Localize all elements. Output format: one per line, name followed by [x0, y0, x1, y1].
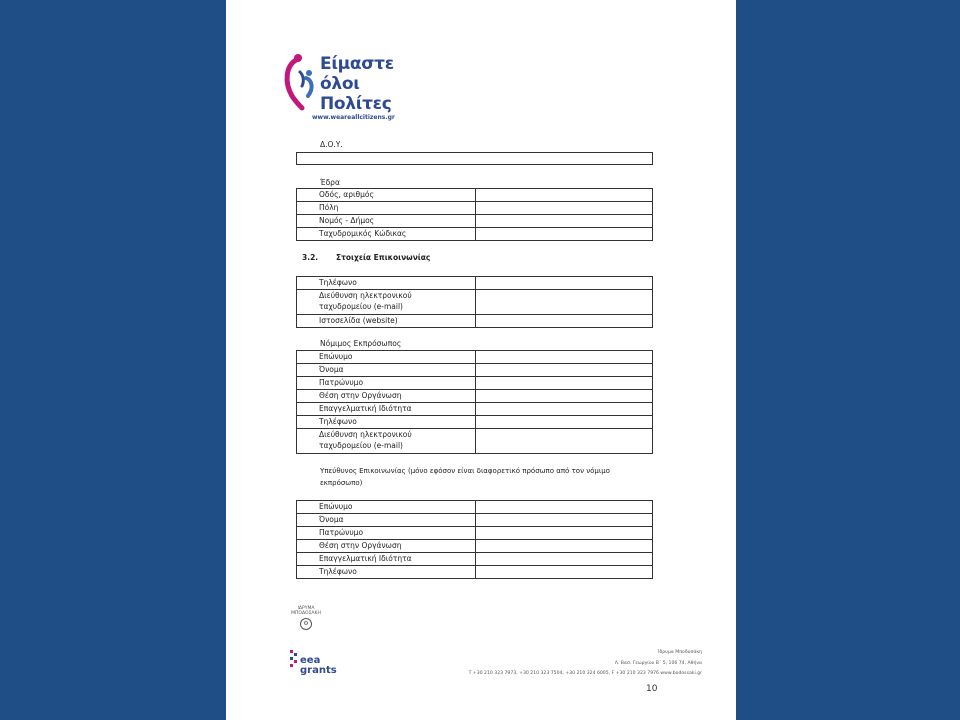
seat-label: Έδρα: [320, 178, 340, 187]
footer-address: Λ. Βασ. Γεωργίου Β΄ 5, 106 74, Αθήνα: [614, 661, 702, 666]
table-row: [297, 390, 653, 403]
table-row: [297, 540, 653, 553]
we-are-all-citizens-logo: [282, 50, 422, 130]
table-row: [297, 364, 653, 377]
table-row: [297, 416, 653, 429]
comm-patronymic-field[interactable]: [476, 527, 653, 540]
comm-name-field[interactable]: [476, 514, 653, 527]
table-row: [297, 514, 653, 527]
seat-prefecture-field[interactable]: [476, 215, 653, 228]
logo-line-1: Είμαστε: [320, 54, 394, 74]
comm-row-phone: Τηλέφωνο: [297, 566, 476, 579]
table-row: [297, 429, 653, 454]
table-row: [297, 403, 653, 416]
contact-phone-field[interactable]: [476, 277, 653, 290]
tax-office-field[interactable]: [296, 152, 653, 165]
table-row: [297, 315, 653, 328]
section-number: 3.2.: [302, 253, 319, 262]
table-row: [297, 351, 653, 364]
table-row: [297, 501, 653, 514]
people-figures-icon: [282, 52, 322, 112]
legal-rep-email-field[interactable]: [476, 429, 653, 454]
legal-rep-label: Νόμιμος Εκπρόσωπος: [320, 339, 402, 348]
table-row: [297, 215, 653, 228]
comm-row-name: Όνομα: [297, 514, 476, 527]
legal-rep-name-field[interactable]: [476, 364, 653, 377]
eea-grants-logo: [288, 648, 348, 688]
contact-email-field[interactable]: [476, 290, 653, 315]
foundation-emblem-icon: ⚙: [300, 618, 312, 630]
comm-surname-field[interactable]: [476, 501, 653, 514]
contact-row-email: Διεύθυνση ηλεκτρονικού ταχυδρομείου (e-mail): [297, 290, 476, 315]
seat-row-street: Οδός, αριθμός: [297, 189, 476, 202]
legal-rep-row-phone: Τηλέφωνο: [297, 416, 476, 429]
table-row: [297, 277, 653, 290]
table-row: [297, 566, 653, 579]
table-row: [297, 290, 653, 315]
eea-grants-icon: [288, 648, 300, 676]
table-row: [297, 527, 653, 540]
document-page: [226, 0, 736, 720]
logo-line-2: όλοι: [320, 74, 360, 94]
legal-rep-patronymic-field[interactable]: [476, 377, 653, 390]
logo-url: www.weareallcitizens.gr: [312, 114, 395, 121]
footer-org-name: Ίδρυμα Μποδοσάκη: [657, 650, 702, 655]
legal-rep-row-name: Όνομα: [297, 364, 476, 377]
legal-rep-surname-field[interactable]: [476, 351, 653, 364]
comm-row-patronymic: Πατρώνυμο: [297, 527, 476, 540]
comm-row-profession: Επαγγελματική Ιδιότητα: [297, 553, 476, 566]
tax-office-label: Δ.Ο.Υ.: [320, 140, 343, 149]
section-title: Στοιχεία Επικοινωνίας: [336, 253, 431, 262]
eea-line-1: eea: [300, 655, 321, 666]
comm-officer-note: Υπεύθυνος Επικοινωνίας (μόνο εφόσον είναι διαφορετικό πρόσωπο από τον νόμιμο εκπρόσωπο): [320, 467, 610, 487]
legal-rep-row-patronymic: Πατρώνυμο: [297, 377, 476, 390]
section-heading-contact: [302, 253, 430, 262]
seat-postcode-field[interactable]: [476, 228, 653, 241]
table-row: [297, 228, 653, 241]
comm-row-surname: Επώνυμο: [297, 501, 476, 514]
table-row: [297, 189, 653, 202]
table-row: [297, 202, 653, 215]
legal-rep-profession-field[interactable]: [476, 403, 653, 416]
contact-table: [296, 276, 653, 328]
seat-row-prefecture: Νομός - Δήμος: [297, 215, 476, 228]
legal-rep-table: [296, 350, 653, 454]
legal-rep-phone-field[interactable]: [476, 416, 653, 429]
legal-rep-row-profession: Επαγγελματική Ιδιότητα: [297, 403, 476, 416]
eea-line-2: grants: [300, 665, 337, 676]
comm-position-field[interactable]: [476, 540, 653, 553]
contact-row-website: Ιστοσελίδα (website): [297, 315, 476, 328]
contact-row-phone: Τηλέφωνο: [297, 277, 476, 290]
legal-rep-row-surname: Επώνυμο: [297, 351, 476, 364]
comm-profession-field[interactable]: [476, 553, 653, 566]
legal-rep-position-field[interactable]: [476, 390, 653, 403]
seat-row-postcode: Ταχυδρομικός Κώδικας: [297, 228, 476, 241]
seat-table: [296, 188, 653, 241]
contact-website-field[interactable]: [476, 315, 653, 328]
comm-phone-field[interactable]: [476, 566, 653, 579]
footer-phones: Τ +30 210 323 7973, +30 210 323 7504, +30 210 324 6005, F +30 210 323 7976 www.bodossaki.gr: [468, 671, 702, 676]
bodossaki-foundation-logo: ΙΔΡΥΜΑ ΜΠΟΔΟΣΑΚΗ ⚙: [286, 606, 326, 644]
legal-rep-row-position: Θέση στην Οργάνωση: [297, 390, 476, 403]
comm-officer-table: [296, 500, 653, 579]
seat-row-city: Πόλη: [297, 202, 476, 215]
table-row: [297, 553, 653, 566]
comm-row-position: Θέση στην Οργάνωση: [297, 540, 476, 553]
page-number: 10: [646, 684, 658, 694]
seat-street-field[interactable]: [476, 189, 653, 202]
seat-city-field[interactable]: [476, 202, 653, 215]
logo-line-3: Πολίτες: [320, 94, 392, 114]
legal-rep-row-email: Διεύθυνση ηλεκτρονικού ταχυδρομείου (e-mail): [297, 429, 476, 454]
table-row: [297, 377, 653, 390]
